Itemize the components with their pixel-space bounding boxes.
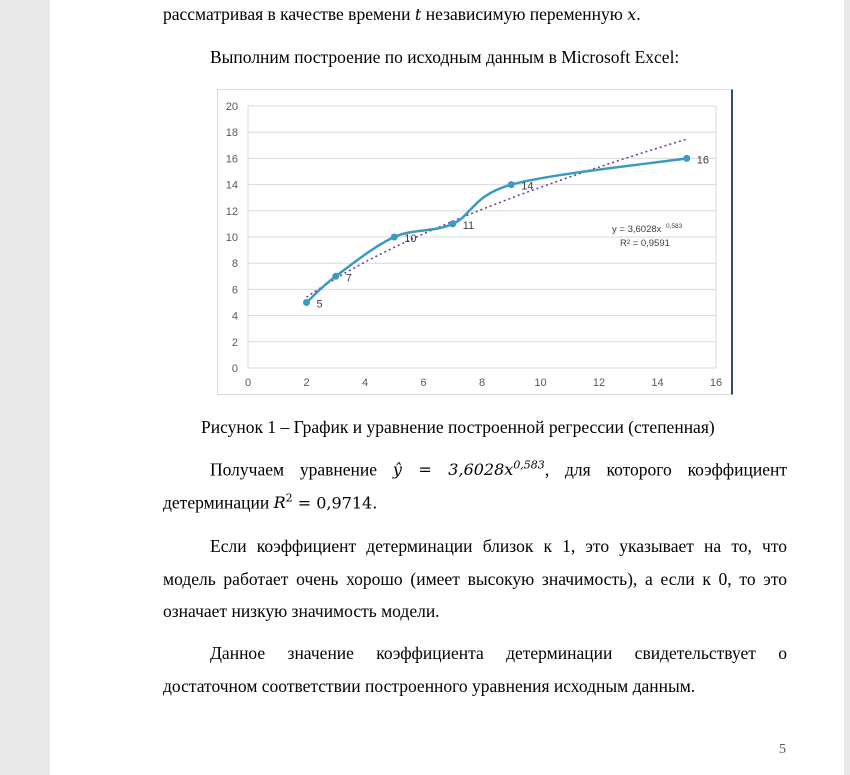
y-tick-label: 10	[225, 232, 238, 244]
equation	[393, 460, 545, 479]
line1-end: .	[636, 4, 641, 24]
equation-exponent-label: 0,583	[666, 223, 683, 230]
y-tick-label: 2	[231, 336, 238, 349]
paragraph-1-line-2	[163, 492, 377, 513]
x-tick-label: 12	[592, 377, 606, 389]
p2-line-3: означает низкую значимость модели.	[163, 601, 440, 621]
data-point	[683, 155, 690, 162]
r2-label: R² = 0,9591	[620, 238, 670, 249]
page-number: 5	[779, 742, 786, 757]
data-label: 7	[345, 272, 352, 285]
x-tick-label: 6	[420, 377, 427, 389]
page-gutter	[844, 0, 850, 775]
x-tick-label: 14	[651, 377, 664, 389]
y-tick-label: 0	[231, 363, 238, 375]
paragraph-3-line-1	[210, 643, 787, 664]
data-label: 10	[404, 233, 417, 245]
y-tick-label: 20	[225, 101, 238, 113]
line2-text: Выполним построение по исходным данным в Microsoft Excel:	[210, 47, 680, 67]
paragraph-1-line-1	[163, 459, 787, 480]
line1-mid: независимую переменную	[425, 4, 623, 24]
paragraph-2-line-2	[163, 569, 787, 590]
x-tick-label: 4	[361, 377, 369, 389]
var-t: t	[414, 5, 422, 24]
equation-label: y = 3,6028x	[612, 224, 662, 235]
data-point	[508, 181, 515, 188]
x-tick-label: 0	[244, 377, 252, 389]
y-tick-label: 18	[225, 127, 238, 140]
r-symbol: R	[273, 493, 286, 513]
y-tick-label: 4	[231, 310, 238, 323]
x-tick-label: 16	[709, 377, 723, 389]
var-x: x	[627, 5, 637, 24]
data-label: 11	[462, 219, 475, 232]
y-tick-label: 14	[225, 179, 238, 192]
data-label: 5	[316, 298, 323, 311]
data-point	[303, 299, 310, 306]
r-squared-value: = 0,9714.	[292, 493, 378, 513]
y-tick-label: 6	[231, 284, 238, 297]
figure-caption: Рисунок 1 – График и уравнение построенной регрессии (степенная)	[201, 417, 715, 437]
text-line-1	[163, 4, 641, 25]
trendline	[307, 139, 687, 297]
data-point	[332, 273, 339, 280]
r-squared-symbol	[274, 493, 293, 512]
p1-text-a: Получаем уравнение	[210, 459, 378, 480]
data-label: 14	[521, 180, 534, 193]
p3-line-1: Данное значение коэффициента детерминации свидетельствует о	[210, 643, 787, 663]
paragraph-2-line-1	[210, 536, 787, 557]
chart-svg	[218, 90, 732, 394]
y-tick-label: 12	[225, 205, 238, 218]
line1-prefix: рассматривая в качестве времени	[163, 4, 411, 24]
data-label: 16	[696, 154, 709, 167]
x-tick-label: 8	[478, 377, 486, 389]
p2-line-1: Если коэффициент детерминации близок к 1, это указывает на то, что	[210, 536, 787, 556]
p1-text-b: , для которого коэффициент	[544, 459, 788, 480]
p3-line-2: достаточном соответствии построенного уравнения исходным данным.	[163, 676, 696, 696]
x-tick-label: 2	[303, 377, 310, 389]
data-point	[391, 234, 398, 241]
paragraph-2-line-3	[163, 601, 440, 622]
y-tick-label: 8	[231, 258, 238, 271]
p1-text-c: детерминации	[163, 492, 270, 513]
y-tick-label: 16	[225, 153, 238, 166]
regression-chart	[217, 89, 733, 395]
data-point	[449, 220, 456, 227]
paragraph-3-line-2	[163, 676, 695, 697]
equation-body: ŷ = 3,6028x	[392, 460, 514, 480]
p2-line-2: модель работает очень хорошо (имеет высокую значимость), а если к 0, то это	[163, 569, 787, 589]
x-tick-label: 10	[534, 377, 547, 389]
equation-exponent: 0,583	[513, 459, 545, 472]
r-exponent: 2	[285, 492, 293, 505]
text-line-2	[210, 47, 679, 68]
